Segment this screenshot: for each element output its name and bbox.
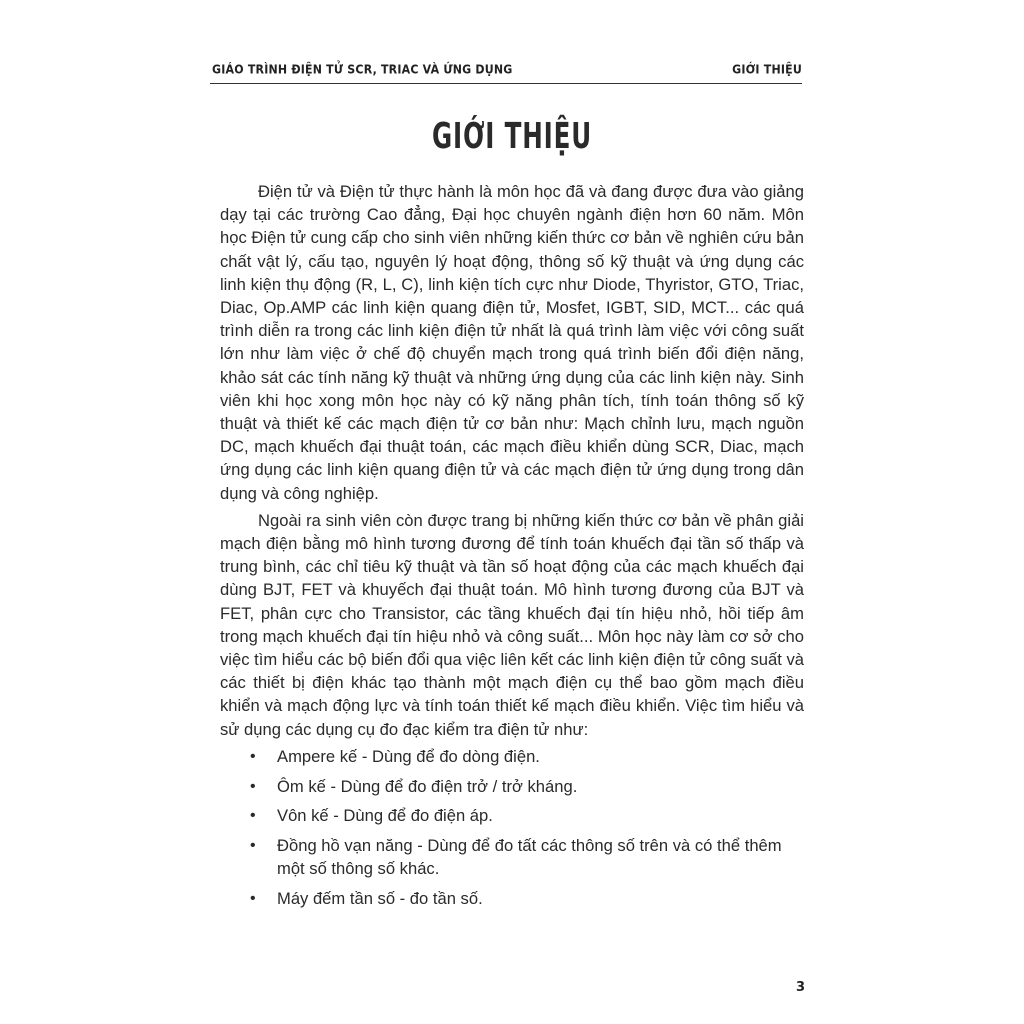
page-number: 3 <box>796 980 806 995</box>
list-item <box>220 775 804 798</box>
instrument-list <box>220 745 804 910</box>
bullet-icon: • <box>250 747 256 765</box>
list-item-text: Vôn kế - Dùng để đo điện áp. <box>277 806 493 826</box>
list-item-text: Ampere kế - Dùng để đo dòng điện. <box>277 746 540 766</box>
list-item <box>220 804 804 827</box>
list-item <box>220 834 804 880</box>
running-header-book-title: GIÁO TRÌNH ĐIỆN TỬ SCR, TRIAC VÀ ỨNG DỤNG <box>212 62 513 77</box>
bullet-icon: • <box>250 836 256 854</box>
body-text <box>220 180 804 917</box>
bullet-icon: • <box>250 807 256 825</box>
paragraph-intro: Điện tử và Điện tử thực hành là môn học đã và đang được đưa vào giảng dạy tại các trường Cao đẳng, Đại học chuyên ngành điện hơn 60 năm. Môn học Điện tử cung cấp cho sinh viên những kiến thức cơ bản về nghiên cứu bản chất vật lý, cấu tạo, nguyên lý hoạt động, thông số kỹ thuật và ứng dụng các linh kiện thụ động (R, L, C), linh kiện tích cực như Diode, Thyristor, GTO, Triac, Diac, Op.AMP các linh kiện quang điện tử, Mosfet, IGBT, SID, MCT... các quá trình diễn ra trong các linh kiện điện tử nhất là quá trình làm việc với công suất lớn như làm việc ở chế độ chuyển mạch trong quá trình biến đổi điện năng, khảo sát các tính năng kỹ thuật và những ứng dụng của các linh kiện này. Sinh viên khi học xong môn học này có kỹ năng phân tích, tính toán thông số kỹ thuật và thiết kế các mạch điện tử cơ bản như: Mạch chỉnh lưu, mạch nguồn DC, mạch khuếch đại thuật toán, các mạch điều khiển dùng SCR, Diac, mạch ứng dụng các linh kiện quang điện tử và các mạch điện tử ứng dụng trong dân dụng và công nghiệp. <box>220 182 804 503</box>
bullet-icon: • <box>250 777 256 795</box>
list-item-text: Máy đếm tần số - đo tần số. <box>277 888 483 908</box>
running-header-section: GIỚI THIỆU <box>732 62 802 77</box>
running-header <box>212 62 802 77</box>
list-item-text: Đồng hồ vạn năng - Dùng để đo tất các thông số trên và có thể thêm một số thông số khác. <box>277 835 782 879</box>
list-item <box>220 887 804 910</box>
list-item <box>220 745 804 768</box>
paragraph-additional: Ngoài ra sinh viên còn được trang bị những kiến thức cơ bản về phân giải mạch điện bằng mô hình tương đương để tính toán khuếch đại tần số thấp và trung bình, các chỉ tiêu kỹ thuật và tần số hoạt động của các mạch khuếch đại dùng BJT, FET và khuyếch đại thuật toán. Mô hình tương đương của BJT và FET, phân cực cho Transistor, các tầng khuếch đại tín hiệu nhỏ, hồi tiếp âm trong mạch khuếch đại tín hiệu nhỏ và công suất... Môn học này làm cơ sở cho việc tìm hiểu các bộ biến đổi qua việc liên kết các linh kiện điện tử công suất và các thiết bị điện khác tạo thành một mạch điện cụ thể bao gồm mạch điều khiển và mạch động lực và tính toán thiết kế mạch điều khiển. Việc tìm hiểu và sử dụng các dụng cụ đo đạc kiểm tra điện tử như: <box>220 510 804 739</box>
list-item-text: Ôm kế - Dùng để đo điện trở / trở kháng. <box>277 776 578 796</box>
header-rule <box>210 83 802 84</box>
bullet-icon: • <box>250 889 256 907</box>
chapter-title: GIỚI THIỆU <box>431 116 593 158</box>
